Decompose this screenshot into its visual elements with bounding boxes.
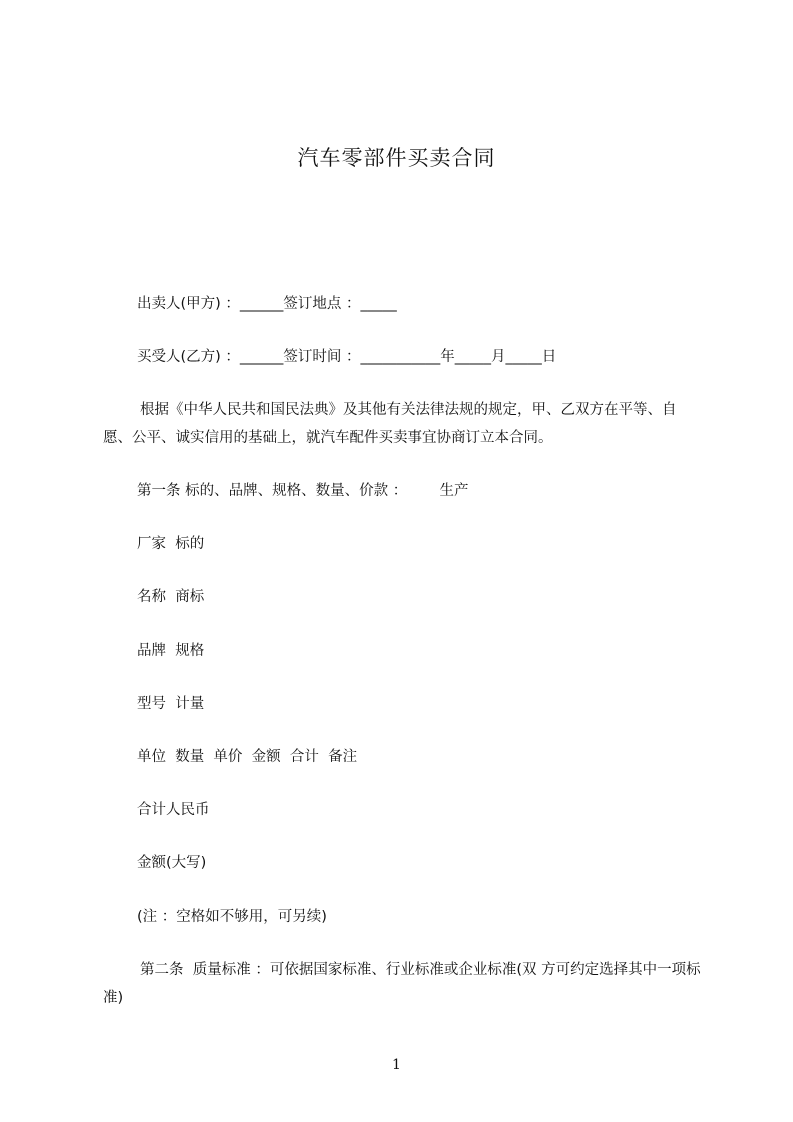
- seller-line: 出卖人(甲方) ：______签订地点 ：_____: [137, 296, 397, 312]
- article-1-heading: 第一条 标的、品牌、规格、数量、价款 ： 生产: [137, 483, 469, 499]
- table-row-amount: 金额(大写): [137, 855, 207, 871]
- table-row-model: 型号 计量: [137, 696, 205, 712]
- page-number: 1: [392, 1057, 401, 1073]
- document-title: 汽车零部件买卖合同: [297, 146, 496, 170]
- table-row-manufacturer: 厂家 标的: [137, 536, 205, 552]
- table-row-unit: 单位 数量 单价 金额 合计 备注: [137, 749, 358, 765]
- note-text: (注 ：空格如不够用，可另续): [137, 909, 327, 925]
- table-row-brand: 品牌 规格: [137, 643, 205, 659]
- article-2-paragraph: 第二条 质量标准 ：可依据国家标准、行业标准或企业标准(双 方可约定选择其中一项标准): [103, 962, 701, 1006]
- intro-paragraph: 根据《中华人民共和国民法典》及其他有关法律法规的规定，甲、乙双方在平等、自愿、公平、诚实信用的基础上，就汽车配件买卖事宜协商订立本合同。: [103, 402, 677, 446]
- table-row-name: 名称 商标: [137, 589, 205, 605]
- buyer-line: 买受人(乙方) ：______签订时间 ：___________年_____月_____日: [137, 349, 557, 365]
- table-row-total: 合计人民币: [137, 802, 210, 818]
